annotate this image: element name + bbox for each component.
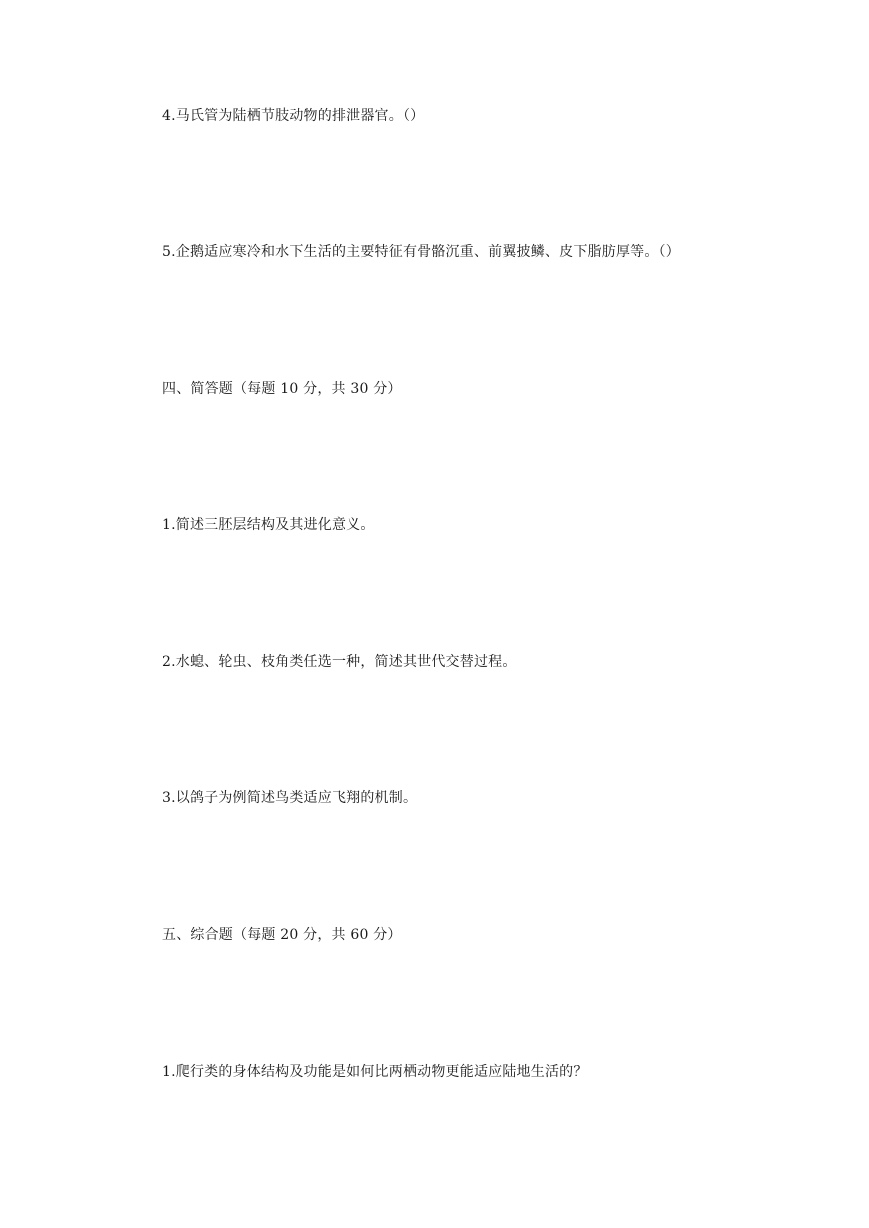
section-heading-short-answer: 四、简答题（每题 10 分，共 30 分） xyxy=(162,381,402,397)
true-false-question-4: 4.马氏管为陆栖节肢动物的排泄器官。（） xyxy=(162,108,425,124)
short-answer-question-3: 3.以鸽子为例简述鸟类适应飞翔的机制。 xyxy=(162,790,418,806)
comprehensive-question-1: 1.爬行类的身体结构及功能是如何比两栖动物更能适应陆地生活的？ xyxy=(162,1064,588,1080)
short-answer-question-2: 2.水螅、轮虫、枝角类任选一种，简述其世代交替过程。 xyxy=(162,654,517,670)
short-answer-question-1: 1.简述三胚层结构及其进化意义。 xyxy=(162,517,375,533)
true-false-question-5: 5.企鹅适应寒冷和水下生活的主要特征有骨骼沉重、前翼披鳞、皮下脂肪厚等。（） xyxy=(162,244,680,260)
section-heading-comprehensive: 五、综合题（每题 20 分，共 60 分） xyxy=(162,927,402,943)
